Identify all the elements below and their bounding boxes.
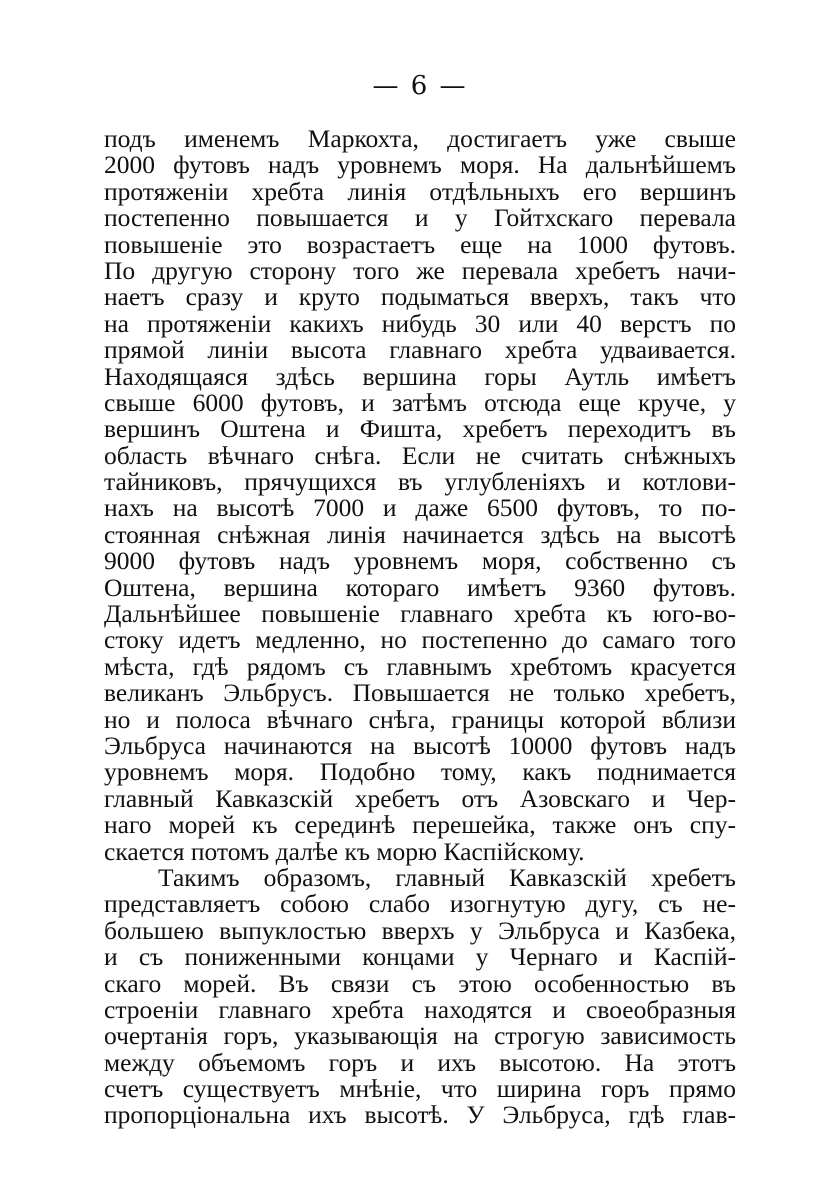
paragraph-2 — [104, 862, 736, 1130]
text-line: великанъ Эльбрусъ. Повышается не только хребетъ, — [104, 678, 736, 708]
text-line: и съ пониженными концами у Чернаго и Каспій- — [104, 942, 736, 972]
text-line: свыше 6000 футовъ, и затѣмъ отсюда еще круче, у — [104, 387, 736, 417]
text-line: представляетъ собою слабо изогнутую дугу, съ не- — [104, 889, 736, 919]
text-line: повышеніе это возрастаетъ еще на 1000 футовъ. — [104, 229, 736, 259]
text-line: наго морей къ серединѣ перешейка, также онъ спу- — [104, 810, 736, 840]
page-number: — 6 — — [372, 71, 468, 101]
text-line: Находящаяся здѣсь вершина горы Аутль имѣетъ — [104, 361, 736, 391]
text-line: между объемомъ горъ и ихъ высотою. На этотъ — [104, 1047, 736, 1077]
text-line: скаго морей. Въ связи съ этою особенностью въ — [104, 968, 736, 998]
text-line: область вѣчнаго снѣга. Если не считать снѣжныхъ — [104, 440, 736, 470]
text-line: 2000 футовъ надъ уровнемъ моря. На дальнѣйшемъ — [104, 150, 736, 180]
text-line: 9000 футовъ надъ уровнемъ моря, собственно съ — [104, 546, 736, 576]
text-line: Дальнѣйшее повышеніе главнаго хребта къ юго-во- — [104, 599, 736, 629]
text-line: пропорціональна ихъ высотѣ. У Эльбруса, гдѣ глав- — [104, 1100, 736, 1130]
text-line: строеніи главнаго хребта находятся и своеобразныя — [104, 994, 736, 1024]
text-line: прямой линіи высота главнаго хребта удваивается. — [104, 335, 736, 365]
text-line: подъ именемъ Маркохта, достигаетъ уже свыше — [104, 124, 736, 153]
text-line: большею выпуклостью вверхъ у Эльбруса и Казбека, — [104, 915, 736, 945]
paragraph-1 — [104, 126, 736, 865]
text-line: на протяженіи какихъ нибудь 30 или 40 верстъ по — [104, 308, 736, 338]
text-line: вершинъ Оштена и Фишта, хребетъ переходитъ въ — [104, 414, 736, 444]
text-line: стоянная снѣжная линія начинается здѣсь на высотѣ — [104, 519, 736, 549]
text-line: нахъ на высотѣ 7000 и даже 6500 футовъ, то по- — [104, 493, 736, 523]
text-line: Эльбруса начинаются на высотѣ 10000 футовъ надъ — [104, 730, 736, 760]
text-line: постепенно повышается и у Гойтхскаго перевала — [104, 203, 736, 233]
text-line: По другую сторону того же перевала хребетъ начи- — [104, 255, 736, 285]
text-line: очертанія горъ, указывающія на строгую зависимость — [104, 1021, 736, 1051]
text-line: протяженіи хребта линія отдѣльныхъ его вершинъ — [104, 176, 736, 206]
text-line: стоку идетъ медленно, но постепенно до самаго того — [104, 625, 736, 655]
text-line: Оштена, вершина котораго имѣетъ 9360 футовъ. — [104, 572, 736, 602]
text-line: главный Кавказскій хребетъ отъ Азовскаго и Чер- — [104, 783, 736, 813]
text-line: но и полоса вѣчнаго снѣга, границы которой вблизи — [104, 704, 736, 734]
text-line: наетъ сразу и круто подыматься вверхъ, такъ что — [104, 282, 736, 312]
text-line: уровнемъ моря. Подобно тому, какъ поднимается — [104, 757, 736, 787]
text-line: скается потомъ далѣе къ морю Каспійскому. — [104, 836, 585, 866]
text-line: Такимъ образомъ, главный Кавказскій хребетъ — [158, 862, 736, 892]
text-line: мѣста, гдѣ рядомъ съ главнымъ хребтомъ красуется — [104, 651, 736, 681]
body-text — [104, 126, 736, 1129]
text-line: тайниковъ, прячущихся въ углубленіяхъ и котлови- — [104, 467, 736, 497]
text-line: счетъ существуетъ мнѣніе, что ширина горъ прямо — [104, 1074, 736, 1104]
